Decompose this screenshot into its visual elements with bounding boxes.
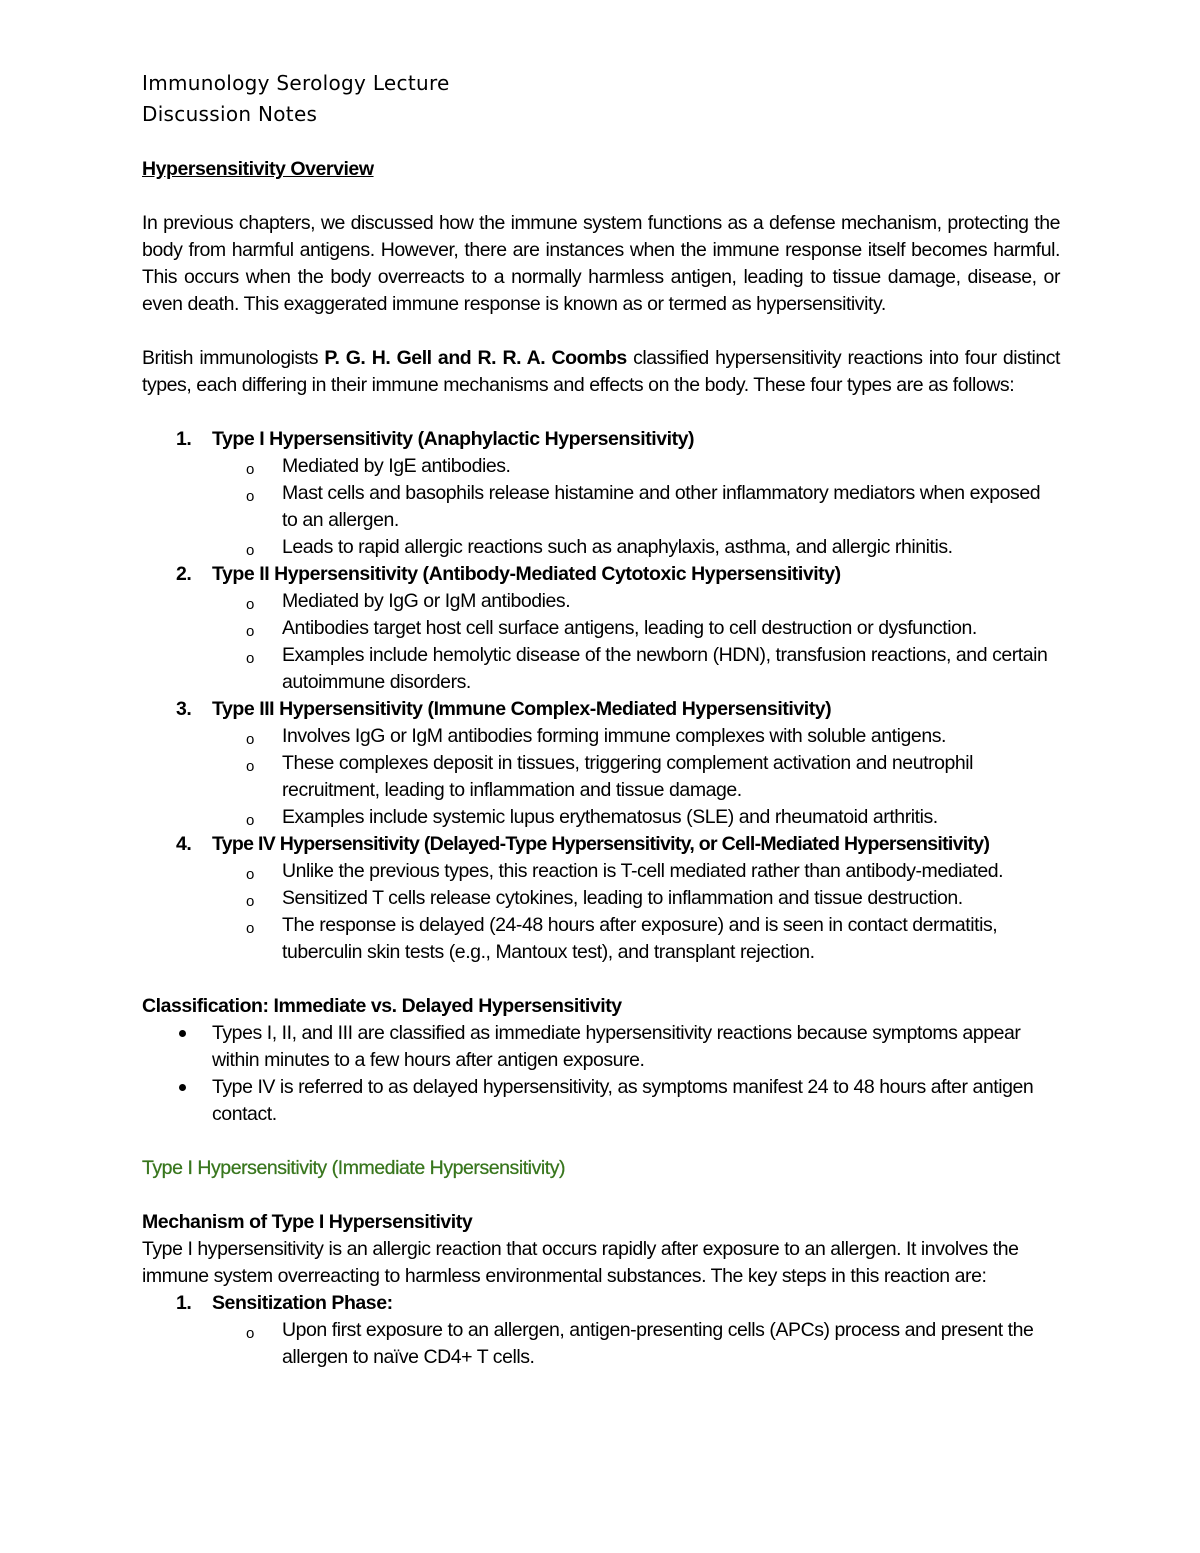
- list-item: [142, 1074, 1060, 1128]
- list-item: [212, 885, 1060, 912]
- list-item: [212, 534, 1060, 561]
- list-item: [212, 642, 1060, 696]
- mechanism-heading: Mechanism of Type I Hypersensitivity: [142, 1211, 473, 1233]
- gell-coombs-names: P. G. H. Gell and R. R. A. Coombs: [324, 347, 627, 369]
- phase-number: 1.: [176, 1292, 192, 1314]
- list-item: [212, 588, 1060, 615]
- circle-bullet-icon: o: [246, 488, 254, 505]
- type-item: [142, 426, 1060, 561]
- bullet-text: Upon first exposure to an allergen, antigen-presenting cells (APCs) process and present the allergen to naïve CD4+ T cells.: [282, 1319, 1034, 1368]
- circle-bullet-icon: o: [246, 920, 254, 937]
- dot-bullet-icon: [179, 1084, 186, 1091]
- list-item: [212, 1317, 1060, 1371]
- overview-heading: Hypersensitivity Overview: [142, 158, 374, 180]
- type-title: Type IV Hypersensitivity (Delayed-Type Hypersensitivity, or Cell-Mediated Hypersensitivity): [212, 833, 990, 855]
- paragraph-2-suffix: classified hypersensitivity reactions into four distinct types, each differing in their immune mechanisms and effects on the body. These four types are as follows:: [142, 347, 1060, 396]
- circle-bullet-icon: o: [246, 866, 254, 883]
- type-title: Type III Hypersensitivity (Immune Complex-Mediated Hypersensitivity): [212, 698, 832, 720]
- bullet-text: Types I, II, and III are classified as immediate hypersensitivity reactions because symptoms appear within minutes to a few hours after antigen exposure.: [212, 1022, 1021, 1071]
- type-number: 1.: [176, 428, 192, 450]
- type-item: [142, 696, 1060, 831]
- bullet-text: Examples include systemic lupus erythematosus (SLE) and rheumatoid arthritis.: [282, 806, 938, 828]
- bullet-text: Involves IgG or IgM antibodies forming immune complexes with soluble antigens.: [282, 725, 946, 747]
- type-title: Type II Hypersensitivity (Antibody-Mediated Cytotoxic Hypersensitivity): [212, 563, 841, 585]
- list-item: [212, 750, 1060, 804]
- type-item: [142, 831, 1060, 966]
- bullet-text: Antibodies target host cell surface antigens, leading to cell destruction or dysfunction.: [282, 617, 977, 639]
- type-item: [142, 561, 1060, 696]
- classification-heading: Classification: Immediate vs. Delayed Hypersensitivity: [142, 995, 622, 1017]
- bullet-text: Mediated by IgG or IgM antibodies.: [282, 590, 571, 612]
- list-item: [142, 1020, 1060, 1074]
- type-bullets: [212, 588, 1060, 696]
- type-bullets: [212, 453, 1060, 561]
- document-page: [142, 68, 1060, 1371]
- circle-bullet-icon: o: [246, 623, 254, 640]
- bullet-text: Unlike the previous types, this reaction is T-cell mediated rather than antibody-mediated.: [282, 860, 1004, 882]
- phase-title: Sensitization Phase:: [212, 1292, 393, 1314]
- circle-bullet-icon: o: [246, 461, 254, 478]
- dot-bullet-icon: [179, 1030, 186, 1037]
- overview-paragraph-1: In previous chapters, we discussed how the immune system functions as a defense mechanism, protecting the body from harmful antigens. However, there are instances when the immune response itself becomes harmful. This occurs when the body overreacts to a normally harmless antigen, leading to tissue damage, disease, or even death. This exaggerated immune response is known as or termed as hypersensitivity.: [142, 212, 1060, 315]
- circle-bullet-icon: o: [246, 812, 254, 829]
- circle-bullet-icon: o: [246, 758, 254, 775]
- circle-bullet-icon: o: [246, 596, 254, 613]
- document-title-line2: Discussion Notes: [142, 102, 318, 126]
- list-item: [212, 480, 1060, 534]
- type-number: 3.: [176, 698, 192, 720]
- type-number: 2.: [176, 563, 192, 585]
- bullet-text: Mediated by IgE antibodies.: [282, 455, 511, 477]
- phases-list: [142, 1290, 1060, 1371]
- document-title-line1: Immunology Serology Lecture: [142, 71, 450, 95]
- bullet-text: Examples include hemolytic disease of the newborn (HDN), transfusion reactions, and certain autoimmune disorders.: [282, 644, 1048, 693]
- type1-section-heading: Type I Hypersensitivity (Immediate Hypersensitivity): [142, 1157, 566, 1179]
- bullet-text: The response is delayed (24-48 hours after exposure) and is seen in contact dermatitis, tuberculin skin tests (e.g., Mantoux test), and transplant rejection.: [282, 914, 998, 963]
- phase-bullets: [212, 1317, 1060, 1371]
- list-item: [212, 453, 1060, 480]
- bullet-text: Sensitized T cells release cytokines, leading to inflammation and tissue destruction.: [282, 887, 963, 909]
- circle-bullet-icon: o: [246, 1325, 254, 1342]
- phase-item: [142, 1290, 1060, 1371]
- overview-paragraph-2: [142, 345, 1060, 399]
- hypersensitivity-types-list: [142, 426, 1060, 966]
- bullet-text: These complexes deposit in tissues, triggering complement activation and neutrophil recruitment, leading to inflammation and tissue damage.: [282, 752, 974, 801]
- circle-bullet-icon: o: [246, 542, 254, 559]
- type-title: Type I Hypersensitivity (Anaphylactic Hypersensitivity): [212, 428, 695, 450]
- list-item: [212, 912, 1060, 966]
- bullet-text: Mast cells and basophils release histamine and other inflammatory mediators when exposed to an allergen.: [282, 482, 1041, 531]
- circle-bullet-icon: o: [246, 893, 254, 910]
- type-bullets: [212, 858, 1060, 966]
- circle-bullet-icon: o: [246, 731, 254, 748]
- list-item: [212, 858, 1060, 885]
- bullet-text: Leads to rapid allergic reactions such as anaphylaxis, asthma, and allergic rhinitis.: [282, 536, 953, 558]
- paragraph-2-prefix: British immunologists: [142, 347, 325, 369]
- list-item: [212, 723, 1060, 750]
- list-item: [212, 615, 1060, 642]
- bullet-text: Type IV is referred to as delayed hypersensitivity, as symptoms manifest 24 to 48 hours after antigen contact.: [212, 1076, 1034, 1125]
- circle-bullet-icon: o: [246, 650, 254, 667]
- type-number: 4.: [176, 833, 192, 855]
- classification-bullets: [142, 1020, 1060, 1128]
- list-item: [212, 804, 1060, 831]
- mechanism-paragraph: Type I hypersensitivity is an allergic reaction that occurs rapidly after exposure to an allergen. It involves the immune system overreacting to harmless environmental substances. The key steps in this reaction are:: [142, 1238, 1019, 1287]
- type-bullets: [212, 723, 1060, 831]
